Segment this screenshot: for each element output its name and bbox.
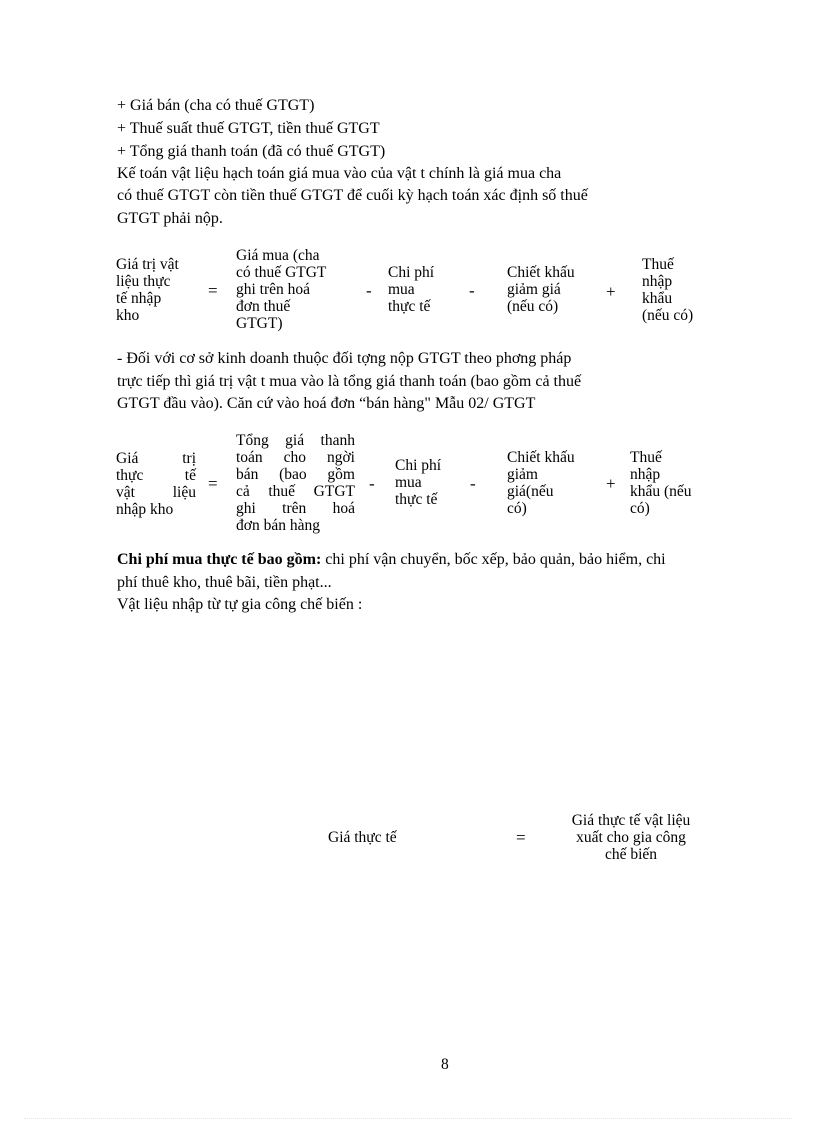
formula-line: có thuế GTGT (236, 264, 327, 281)
text-line: phí thuê kho, thuê bãi, tiền phạt... (117, 574, 332, 591)
formula-line: Giá mua (cha (236, 247, 320, 264)
formula-term (507, 449, 597, 517)
text-line: có thuế GTGT còn tiền thuế GTGT để cuối kỳ hạch toán xác định số thuế (117, 187, 588, 204)
formula-line: giá(nếu (507, 483, 554, 500)
formula-line: xuất cho gia công (576, 829, 686, 846)
formula-line: Chiết khấu (507, 449, 575, 466)
formula-line: tế nhập (116, 290, 162, 307)
text-line: + Giá bán (cha có thuế GTGT) (117, 97, 315, 114)
formula-line: có) (507, 500, 527, 517)
formula-line: bán (bao gồm (236, 466, 355, 483)
formula-lhs (116, 256, 198, 324)
minus-sign: - (369, 474, 375, 493)
minus-sign: - (366, 281, 372, 300)
body-text: chi phí vận chuyển, bốc xếp, bảo quản, bảo hiểm, chi (321, 551, 666, 568)
formula-line: mua (395, 474, 422, 491)
formula-line: cả thuế GTGT (236, 483, 355, 500)
formula-line: nhập (630, 466, 661, 483)
formula-line: vật liệu (116, 484, 196, 501)
formula-line: giảm (507, 466, 538, 483)
text-line: Kế toán vật liệu hạch toán giá mua vào của vật t chính là giá mua cha (117, 165, 562, 182)
formula-line: Giá trị vật (116, 256, 179, 273)
formula-line: khẩu (642, 290, 673, 307)
plus-sign: + (606, 474, 616, 493)
text-line: + Thuế suất thuế GTGT, tiền thuế GTGT (117, 120, 380, 137)
minus-sign: - (469, 281, 475, 300)
formula-lhs (116, 450, 196, 518)
formula-line: kho (116, 307, 140, 324)
minus-sign: - (470, 474, 476, 493)
formula-line: nhập kho (116, 501, 174, 518)
formula-line: thực tế (388, 298, 431, 315)
formula-term (388, 264, 458, 315)
formula-term (507, 264, 597, 315)
formula-line: khẩu (nếu (630, 483, 692, 500)
equals-sign: = (208, 281, 218, 300)
formula-line: liệu thực (116, 273, 171, 290)
formula-term (630, 449, 714, 517)
formula-line: Chi phí (388, 264, 435, 281)
formula-line: Tổng giá thanh (236, 432, 355, 449)
formula-line: nhập (642, 273, 673, 290)
formula-term (236, 432, 355, 534)
text-line: GTGT phải nộp. (117, 210, 223, 227)
plus-sign: + (606, 282, 616, 301)
text-line: trực tiếp thì giá trị vật t mua vào là tổng giá thanh toán (bao gồm cả thuế (117, 373, 582, 390)
formula-line: chế biến (604, 846, 658, 863)
formula-line: ghi trên hoá (236, 500, 355, 517)
formula-line: ghi trên hoá (236, 281, 311, 298)
formula-line: giảm giá (507, 281, 561, 298)
formula-term (642, 256, 722, 324)
text-line: Vật liệu nhập từ tự gia công chế biến : (117, 596, 363, 613)
formula-line: (nếu có) (507, 298, 559, 315)
section-heading: Chi phí mua thực tế bao gồm: (117, 551, 322, 568)
text-line: GTGT đầu vào). Căn cứ vào hoá đơn “bán hàng" Mẫu 02/ GTGT (117, 395, 536, 412)
formula-line: thực tế (395, 491, 438, 508)
formula-line: đơn bán hàng (236, 517, 320, 534)
page-bottom-rule (24, 1118, 792, 1119)
formula-line: Giá thực tế vật liệu (571, 812, 691, 829)
formula-line: (nếu có) (642, 307, 694, 324)
formula-line: Thuế (630, 449, 662, 466)
formula-line: Chi phí (395, 457, 442, 474)
formula-line: GTGT) (236, 315, 283, 332)
equals-sign: = (208, 474, 218, 493)
formula-term (551, 812, 711, 863)
formula-line: Giá trị (116, 450, 196, 467)
formula-line: Thuế (642, 256, 674, 273)
formula-line: toán cho ngời (236, 449, 355, 466)
formula-line: Chiết khấu (507, 264, 575, 281)
formula-term (395, 457, 465, 508)
formula-line: đơn thuế (236, 298, 291, 315)
equals-sign: = (516, 828, 526, 847)
page-number: 8 (441, 1056, 449, 1073)
formula-line: có) (630, 500, 650, 517)
formula-line: mua (388, 281, 415, 298)
formula-term (236, 247, 354, 332)
formula-lhs: Giá thực tế (328, 829, 397, 846)
text-line: + Tổng giá thanh toán (đã có thuế GTGT) (117, 143, 386, 160)
formula-line: thực tế (116, 467, 196, 484)
text-line: - Đối với cơ sở kinh doanh thuộc đối tợng nộp GTGT theo phơng pháp (117, 350, 572, 367)
text-line (117, 548, 666, 572)
